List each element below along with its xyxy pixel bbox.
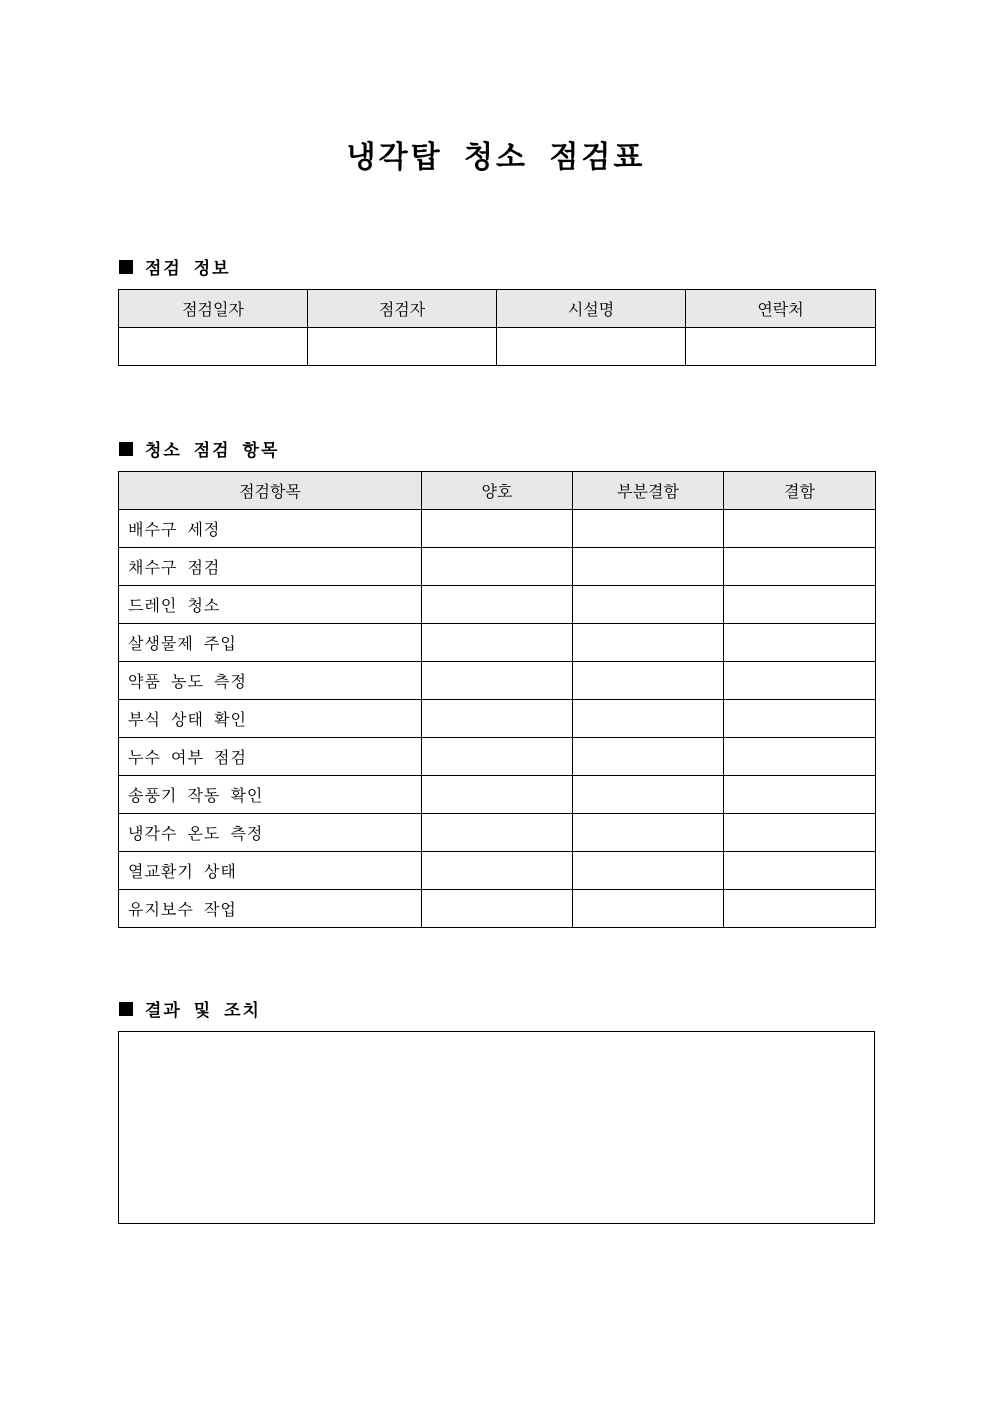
- partial-defect-cell[interactable]: [573, 624, 724, 662]
- table-row: [119, 852, 876, 890]
- item-label: 약품 농도 측정: [119, 662, 422, 700]
- item-label: 누수 여부 점검: [119, 738, 422, 776]
- table-row: [119, 814, 876, 852]
- facility-name-cell[interactable]: [497, 328, 686, 366]
- table-row: [119, 548, 876, 586]
- section-heading-inspection-info: [119, 254, 231, 279]
- inspection-date-cell[interactable]: [119, 328, 308, 366]
- square-bullet-icon: [119, 1002, 133, 1016]
- table-row: [119, 510, 876, 548]
- table-row: [119, 776, 876, 814]
- defect-cell[interactable]: [724, 548, 876, 586]
- inspector-cell[interactable]: [308, 328, 497, 366]
- table-row: [119, 624, 876, 662]
- item-label: 채수구 점검: [119, 548, 422, 586]
- contact-cell[interactable]: [686, 328, 876, 366]
- table-row: [119, 890, 876, 928]
- good-cell[interactable]: [422, 510, 573, 548]
- partial-defect-cell[interactable]: [573, 814, 724, 852]
- good-cell[interactable]: [422, 586, 573, 624]
- column-header: 점검자: [308, 290, 497, 328]
- good-cell[interactable]: [422, 814, 573, 852]
- item-label: 송풍기 작동 확인: [119, 776, 422, 814]
- partial-defect-cell[interactable]: [573, 700, 724, 738]
- partial-defect-cell[interactable]: [573, 662, 724, 700]
- item-label: 유지보수 작업: [119, 890, 422, 928]
- partial-defect-cell[interactable]: [573, 738, 724, 776]
- good-cell[interactable]: [422, 700, 573, 738]
- good-cell[interactable]: [422, 852, 573, 890]
- defect-cell[interactable]: [724, 738, 876, 776]
- item-label: 드레인 청소: [119, 586, 422, 624]
- defect-cell[interactable]: [724, 852, 876, 890]
- section-heading-label: 결과 및 조치: [145, 1001, 261, 1021]
- defect-cell[interactable]: [724, 662, 876, 700]
- section-heading-label: 점검 정보: [145, 259, 231, 279]
- good-cell[interactable]: [422, 776, 573, 814]
- item-label: 부식 상태 확인: [119, 700, 422, 738]
- column-header: 점검일자: [119, 290, 308, 328]
- good-cell[interactable]: [422, 548, 573, 586]
- cleaning-items-table: [118, 471, 876, 928]
- partial-defect-cell[interactable]: [573, 510, 724, 548]
- partial-defect-cell[interactable]: [573, 890, 724, 928]
- defect-cell[interactable]: [724, 814, 876, 852]
- document-title: 냉각탑 청소 점검표: [346, 140, 646, 175]
- inspection-info-table: [118, 289, 876, 366]
- square-bullet-icon: [119, 260, 133, 274]
- table-header-row: [119, 290, 876, 328]
- partial-defect-cell[interactable]: [573, 776, 724, 814]
- section-heading-result: [119, 996, 261, 1021]
- section-heading-label: 청소 점검 항목: [145, 441, 280, 461]
- defect-cell[interactable]: [724, 776, 876, 814]
- column-header: 시설명: [497, 290, 686, 328]
- item-label: 열교환기 상태: [119, 852, 422, 890]
- column-header: 점검항목: [119, 472, 422, 510]
- item-label: 냉각수 온도 측정: [119, 814, 422, 852]
- item-label: 살생물제 주입: [119, 624, 422, 662]
- partial-defect-cell[interactable]: [573, 548, 724, 586]
- defect-cell[interactable]: [724, 624, 876, 662]
- good-cell[interactable]: [422, 624, 573, 662]
- table-row: [119, 662, 876, 700]
- table-row: [119, 700, 876, 738]
- column-header: 결함: [724, 472, 876, 510]
- section-heading-cleaning-items: [119, 436, 279, 461]
- column-header: 연락처: [686, 290, 876, 328]
- column-header: 부분결함: [573, 472, 724, 510]
- good-cell[interactable]: [422, 890, 573, 928]
- result-action-box[interactable]: [118, 1031, 875, 1224]
- table-row: [119, 328, 876, 366]
- table-row: [119, 738, 876, 776]
- item-label: 배수구 세정: [119, 510, 422, 548]
- column-header: 양호: [422, 472, 573, 510]
- square-bullet-icon: [119, 442, 133, 456]
- defect-cell[interactable]: [724, 586, 876, 624]
- partial-defect-cell[interactable]: [573, 586, 724, 624]
- defect-cell[interactable]: [724, 510, 876, 548]
- table-header-row: [119, 472, 876, 510]
- partial-defect-cell[interactable]: [573, 852, 724, 890]
- table-row: [119, 586, 876, 624]
- good-cell[interactable]: [422, 662, 573, 700]
- good-cell[interactable]: [422, 738, 573, 776]
- defect-cell[interactable]: [724, 700, 876, 738]
- defect-cell[interactable]: [724, 890, 876, 928]
